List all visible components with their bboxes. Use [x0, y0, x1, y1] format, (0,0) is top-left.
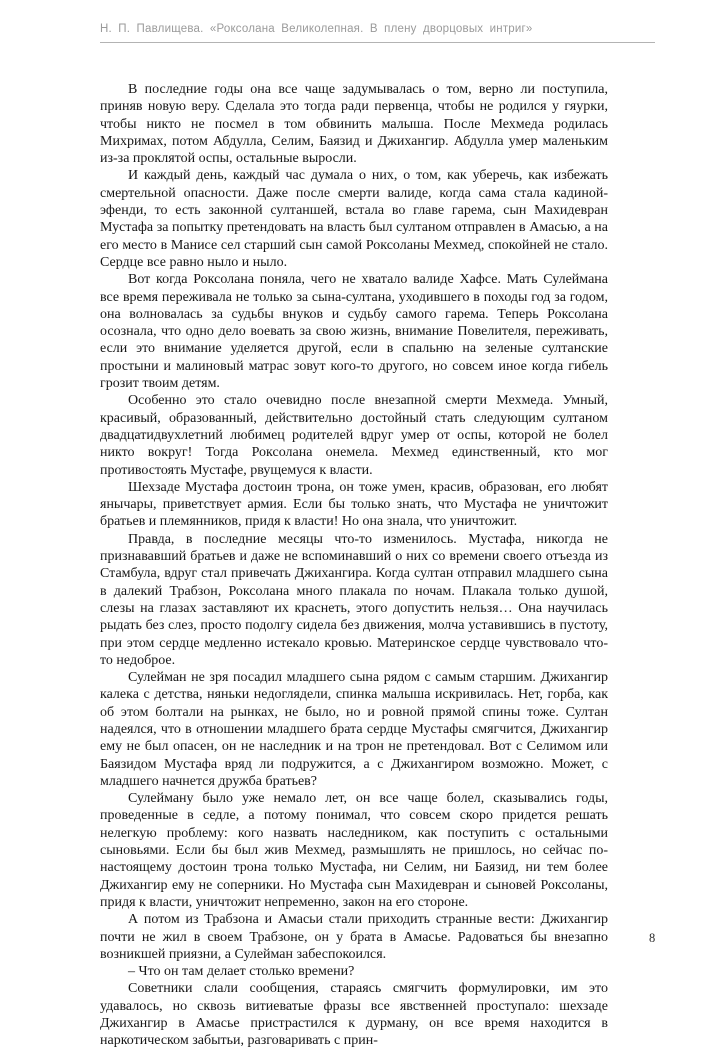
header-rule — [100, 42, 655, 43]
paragraph: Шехзаде Мустафа достоин трона, он тоже умен, красив, образован, его любят янычары, приветствует армия. Если бы только знать, что Мустафа не уничтожит братьев и племянников, придя к власти! Но она знала, что уничтожит. — [100, 479, 608, 530]
body-text — [100, 81, 608, 1050]
running-header — [100, 23, 655, 51]
paragraph: – Что он там делает столько времени? — [128, 964, 355, 980]
paragraph: И каждый день, каждый час думала о них, о том, как уберечь, как избежать смертельной опасности. Даже после смерти валиде, когда сама стала кадиной-эфенди, то есть законной султаншей, встала во главе гарема, сын Махидевран Мустафа за попытку претендовать на власть был султаном отправлен в Амасью, а на его место в Манисе сел старший сын самой Роксоланы Мехмед, спокойней не стало. Сердце все равно ныло и ныло. — [100, 168, 608, 270]
paragraph: Сулейман не зря посадил младшего сына рядом с самым старшим. Джихангир калека с детства, няньки недоглядели, спинка малыша искривилась. Нет, горба, как об этом болтали на рынках, не было, но и ровной прямой спины тоже. Султан надеялся, что в отношении младшего брата сердце Мустафы смягчится, Джихангир ему не был опасен, он не наследник и на трон не претендовал. Вот с Селимом или Баязидом Мустафа вряд ли подружится, а с Джихангиром возможно. Может, с младшего начнется дружба братьев? — [100, 670, 608, 789]
paragraph: Сулейману было уже немало лет, он все чаще болел, сказывались годы, проведенные в седле, а потому понимал, что совсем скоро придется решать нелегкую проблему: кого назвать наследником, как поступить с остальными сыновьями. Если бы был жив Мехмед, размышлять не пришлось, но сейчас по-настоящему достоин трона только Мустафа, ни Селим, ни Баязид, ни тем более Джихангир ему не соперники. Но Мустафа сын Махидевран и сыновей Роксоланы, придя к власти, уничтожит непременно, закон на его стороне. — [100, 791, 608, 910]
paragraph: Особенно это стало очевидно после внезапной смерти Мехмеда. Умный, красивый, образованный, действительно достойный стать следующим султаном двадцатидвухлетний любимец родителей вдруг умер от оспы, которой не болел никто вокруг! Тогда Роксолана онемела. Мехмед единственный, кто мог противостоять Мустафе, рвущемуся к власти. — [100, 393, 608, 478]
paragraph: В последние годы она все чаще задумывалась о том, верно ли поступила, приняв новую веру. Сделала это тогда ради первенца, чтобы не родился у гяурки, чтобы никто не посмел в том обвинить малыша. После Мехмеда родилась Михримах, потом Абдулла, Селим, Баязид и Джихангир. Абдулла умер маленьким из-за проклятой оспы, остальные выросли. — [100, 82, 608, 167]
paragraph: Вот когда Роксолана поняла, чего не хватало валиде Хафсе. Мать Сулеймана все время переживала не только за сына-султана, уходившего в походы год за годом, она волновалась за судьбы внуков и судьбу самого гарема. Теперь Роксолана осознала, что одно дело воевать за свою жизнь, внимание Повелителя, переживать, если это внимание уделяется другой, если в спальню на зеленые султанские простыни и малиновый матрас зовут кого-то другого, но совсем иное когда гибель грозит твоим детям. — [100, 272, 608, 392]
running-header-title: Н. П. Павлищева. «Роксолана Великолепная. В плену дворцовых интриг» — [100, 23, 533, 35]
paragraph: Советники слали сообщения, стараясь смягчить формулировки, им это удавалось, но сквозь витиеватые фразы все явственней проступало: шехзаде Джихангир в Амасье пристрастился к дурману, он все время находится в наркотическом забытьи, разговаривать с прин- — [100, 981, 608, 1049]
page-number: 8 — [649, 931, 656, 945]
paragraph: Правда, в последние месяцы что-то изменилось. Мустафа, никогда не признававший братьев и даже не вспоминавший о них со времени своего отъезда из Стамбула, вдруг стал привечать Джихангира. Когда султан отправил младшего сына в далекий Трабзон, Роксолана много плакала по ночам. Плакала только душой, слезы на глазах заставляют их краснеть, этого допустить нельзя… Она научилась рыдать без слез, просто подолгу сидела без движения, молча уставившись в пустоту, при этом сердце медленно истекало кровью. Материнское сердце чувствовало что-то недоброе. — [100, 531, 608, 668]
paragraph: А потом из Трабзона и Амасьи стали приходить странные вести: Джихангир почти не жил в своем Трабзоне, он у брата в Амасье. Радоваться бы внезапно возникшей приязни, а Сулейман забеспокоился. — [100, 912, 608, 962]
